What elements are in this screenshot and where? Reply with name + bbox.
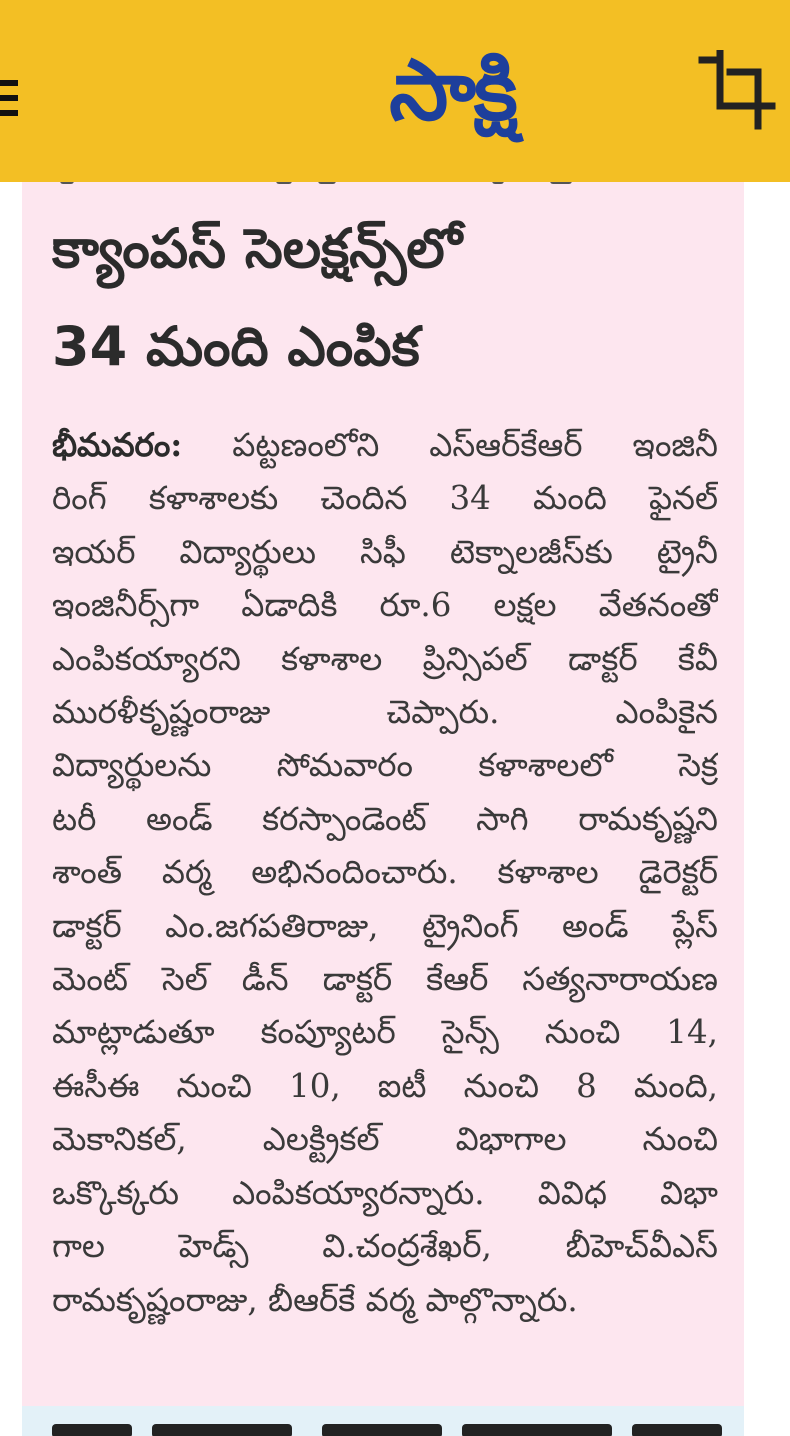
body-line: ఈసీఈ నుంచి 10, ఐటీ నుంచి 8 మంది, bbox=[52, 1066, 718, 1105]
body-line: శాంత్ వర్మ అభినందించారు. కళాశాల డైరెక్టర్ bbox=[52, 853, 718, 892]
body-line: ఎంపికయ్యారని కళాశాల ప్రిన్సిపల్ డాక్టర్ కేవీ bbox=[52, 639, 718, 678]
body-line: టరీ అండ్ కరస్పాండెంట్ సాగి రామకృష్ణని bbox=[52, 799, 718, 838]
crop-icon[interactable] bbox=[696, 50, 776, 130]
headline-line: క్యాంపస్ సెలక్షన్స్‌లో bbox=[52, 217, 462, 280]
app-header bbox=[0, 0, 790, 182]
article-body bbox=[52, 418, 718, 1327]
body-line: మురళీకృష్ణంరాజు చెప్పారు. ఎంపికైన bbox=[52, 693, 718, 732]
body-line: గాల హెడ్స్ వి.చంద్రశేఖర్, బీహెచ్‌వీఎస్ bbox=[52, 1227, 718, 1266]
body-line bbox=[52, 418, 718, 472]
body-line: మెకానికల్, ఎలక్ట్రికల్ విభాగాల నుంచి bbox=[52, 1120, 718, 1159]
headline-line: 34 మంది ఎంపిక bbox=[52, 315, 420, 378]
article-card bbox=[22, 182, 744, 1406]
body-line: విద్యార్థులను సోమవారం కళాశాలలో సెక్ర bbox=[52, 746, 718, 785]
article-dateline: భీమవరం: bbox=[52, 425, 183, 464]
sakshi-logo[interactable]: సాక్షి bbox=[389, 41, 516, 139]
body-line: రింగ్ కళాశాలకు చెందిన 34 మంది ఫైనల్ bbox=[52, 479, 718, 518]
body-line: మెంట్ సెల్ డీన్ డాక్టర్ కేఆర్ సత్యనారాయణ bbox=[52, 960, 718, 999]
body-line: ఇంజినీర్స్‌గా ఏడాదికి రూ.6 లక్షల వేతనంతో bbox=[52, 586, 718, 625]
body-line: డాక్టర్ ఎం.జగపతిరాజు, ట్రైనింగ్ అండ్ ప్లేస్ bbox=[52, 906, 718, 945]
article-headline bbox=[52, 200, 732, 396]
body-line-text: పట్టణంలోని ఎస్‌ఆర్‌కేఆర్ ఇంజినీ bbox=[182, 426, 718, 464]
body-line: రామకృష్ణంరాజు, బీఆర్‌కే వర్మ పాల్గొన్నారు. bbox=[52, 1280, 578, 1319]
next-article-card[interactable] bbox=[22, 1406, 744, 1436]
body-line: మాట్లాడుతూ కంప్యూటర్ సైన్స్ నుంచి 14, bbox=[52, 1013, 718, 1052]
hamburger-menu-icon[interactable] bbox=[0, 76, 22, 120]
body-line: ఇయర్ విద్యార్థులు సిఫీ టెక్నాలజీస్‌కు ట్రైనీ bbox=[52, 532, 718, 571]
body-line: ఒక్కొక్కరు ఎంపికయ్యారన్నారు. వివిధ విభా bbox=[52, 1173, 718, 1212]
